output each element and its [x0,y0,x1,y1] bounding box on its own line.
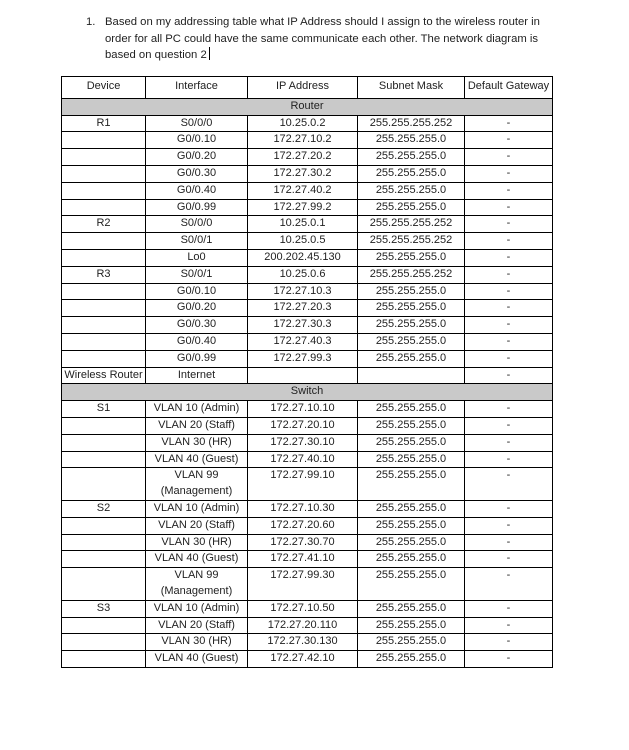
subnet-mask-cell: 255.255.255.0 [358,350,465,367]
device-cell [62,283,146,300]
default-gateway-cell: - [465,182,553,199]
default-gateway-cell: - [465,216,553,233]
header-default-gateway: Default Gateway [465,77,553,99]
interface-cell: VLAN 40 (Guest) [146,451,248,468]
default-gateway-cell: - [465,451,553,468]
interface-cell: VLAN 99 (Management) [146,468,248,501]
interface-cell: VLAN 10 (Admin) [146,600,248,617]
table-header-row [62,77,553,99]
device-cell [62,651,146,668]
router-section-header-label: Router [62,98,553,115]
default-gateway-cell: - [465,266,553,283]
device-cell [62,333,146,350]
default-gateway-cell: - [465,617,553,634]
table-row [62,333,553,350]
table-row [62,249,553,266]
subnet-mask-cell: 255.255.255.0 [358,634,465,651]
ip-address-cell: 172.27.30.70 [248,534,358,551]
table-row [62,132,553,149]
default-gateway-cell: - [465,317,553,334]
subnet-mask-cell: 255.255.255.0 [358,417,465,434]
subnet-mask-cell: 255.255.255.0 [358,165,465,182]
default-gateway-cell: - [465,401,553,418]
subnet-mask-cell: 255.255.255.0 [358,434,465,451]
default-gateway-cell: - [465,149,553,166]
device-cell [62,249,146,266]
device-cell [62,350,146,367]
interface-cell: VLAN 10 (Admin) [146,401,248,418]
default-gateway-cell: - [465,651,553,668]
default-gateway-cell: - [465,551,553,568]
table-row [62,350,553,367]
interface-cell: S0/0/0 [146,115,248,132]
ip-address-cell: 200.202.45.130 [248,249,358,266]
table-row [62,216,553,233]
table-row [62,115,553,132]
table-row [62,451,553,468]
default-gateway-cell: - [465,600,553,617]
interface-cell: G0/0.10 [146,132,248,149]
table-row [62,401,553,418]
device-cell: S3 [62,600,146,617]
default-gateway-cell: - [465,199,553,216]
default-gateway-cell: - [465,468,553,501]
default-gateway-cell: - [465,367,553,384]
interface-cell: VLAN 10 (Admin) [146,500,248,517]
ip-address-cell: 172.27.99.30 [248,568,358,601]
device-cell: Wireless Router [62,367,146,384]
table-row [62,634,553,651]
ip-address-cell: 10.25.0.2 [248,115,358,132]
interface-cell: G0/0.99 [146,199,248,216]
device-cell: R2 [62,216,146,233]
interface-cell: G0/0.30 [146,317,248,334]
subnet-mask-cell: 255.255.255.252 [358,233,465,250]
ip-address-cell: 172.27.30.3 [248,317,358,334]
default-gateway-cell: - [465,634,553,651]
device-cell [62,233,146,250]
ip-address-cell: 172.27.30.130 [248,634,358,651]
subnet-mask-cell: 255.255.255.0 [358,401,465,418]
default-gateway-cell: - [465,115,553,132]
ip-address-cell: 172.27.10.2 [248,132,358,149]
interface-cell: G0/0.20 [146,300,248,317]
ip-address-cell: 10.25.0.5 [248,233,358,250]
text-cursor [209,47,210,60]
default-gateway-cell: - [465,233,553,250]
addressing-table [61,76,553,668]
device-cell [62,317,146,334]
subnet-mask-cell: 255.255.255.0 [358,600,465,617]
device-cell [62,468,146,501]
table-row [62,283,553,300]
subnet-mask-cell: 255.255.255.0 [358,283,465,300]
table-row [62,600,553,617]
interface-cell: G0/0.30 [146,165,248,182]
ip-address-cell: 172.27.20.2 [248,149,358,166]
default-gateway-cell: - [465,283,553,300]
ip-address-cell: 10.25.0.1 [248,216,358,233]
subnet-mask-cell: 255.255.255.0 [358,149,465,166]
question-text-content: Based on my addressing table what IP Address should I assign to the wireless router in order for all PC could have the same communicate each other. The network diagram is based on question 2 [105,16,540,62]
table-row [62,233,553,250]
ip-address-cell: 172.27.40.10 [248,451,358,468]
interface-cell: Lo0 [146,249,248,266]
device-cell [62,617,146,634]
header-ip-address: IP Address [248,77,358,99]
switch-section-header [62,384,553,401]
interface-cell: VLAN 40 (Guest) [146,551,248,568]
interface-cell: VLAN 30 (HR) [146,634,248,651]
ip-address-cell: 172.27.20.110 [248,617,358,634]
ip-address-cell: 172.27.20.60 [248,517,358,534]
table-row [62,434,553,451]
interface-cell: VLAN 30 (HR) [146,434,248,451]
table-row [62,417,553,434]
table-row [62,500,553,517]
default-gateway-cell: - [465,517,553,534]
subnet-mask-cell: 255.255.255.0 [358,534,465,551]
interface-cell: VLAN 20 (Staff) [146,417,248,434]
device-cell [62,634,146,651]
device-cell [62,568,146,601]
device-cell: S1 [62,401,146,418]
subnet-mask-cell: 255.255.255.0 [358,199,465,216]
ip-address-cell: 172.27.30.10 [248,434,358,451]
interface-cell: G0/0.20 [146,149,248,166]
table-row [62,149,553,166]
device-cell [62,451,146,468]
device-cell [62,517,146,534]
device-cell [62,199,146,216]
default-gateway-cell: - [465,132,553,149]
table-row [62,468,553,501]
interface-cell: G0/0.10 [146,283,248,300]
ip-address-cell: 172.27.20.3 [248,300,358,317]
interface-cell: G0/0.99 [146,350,248,367]
router-section-header [62,98,553,115]
subnet-mask-cell: 255.255.255.0 [358,551,465,568]
ip-address-cell [248,367,358,384]
table-row [62,617,553,634]
table-row [62,266,553,283]
default-gateway-cell: - [465,534,553,551]
device-cell [62,434,146,451]
default-gateway-cell: - [465,568,553,601]
default-gateway-cell: - [465,417,553,434]
default-gateway-cell: - [465,333,553,350]
ip-address-cell: 172.27.40.3 [248,333,358,350]
subnet-mask-cell: 255.255.255.0 [358,249,465,266]
interface-cell: S0/0/0 [146,216,248,233]
subnet-mask-cell: 255.255.255.0 [358,617,465,634]
table-row [62,300,553,317]
subnet-mask-cell: 255.255.255.252 [358,266,465,283]
device-cell [62,551,146,568]
table-row [62,367,553,384]
device-cell [62,300,146,317]
ip-address-cell: 172.27.99.10 [248,468,358,501]
question-block [86,14,566,64]
device-cell [62,534,146,551]
subnet-mask-cell: 255.255.255.0 [358,568,465,601]
table-row [62,651,553,668]
default-gateway-cell: - [465,249,553,266]
device-cell: R3 [62,266,146,283]
interface-cell: S0/0/1 [146,266,248,283]
ip-address-cell: 172.27.10.30 [248,500,358,517]
subnet-mask-cell: 255.255.255.0 [358,182,465,199]
switch-section-header-label: Switch [62,384,553,401]
default-gateway-cell: - [465,165,553,182]
subnet-mask-cell: 255.255.255.252 [358,216,465,233]
device-cell [62,182,146,199]
ip-address-cell: 172.27.41.10 [248,551,358,568]
interface-cell: VLAN 40 (Guest) [146,651,248,668]
table-row [62,317,553,334]
default-gateway-cell: - [465,500,553,517]
ip-address-cell: 172.27.40.2 [248,182,358,199]
subnet-mask-cell: 255.255.255.0 [358,132,465,149]
table-row [62,517,553,534]
table-row [62,568,553,601]
interface-cell: S0/0/1 [146,233,248,250]
subnet-mask-cell: 255.255.255.0 [358,517,465,534]
subnet-mask-cell: 255.255.255.0 [358,333,465,350]
device-cell: S2 [62,500,146,517]
ip-address-cell: 10.25.0.6 [248,266,358,283]
header-subnet-mask: Subnet Mask [358,77,465,99]
ip-address-cell: 172.27.42.10 [248,651,358,668]
subnet-mask-cell: 255.255.255.0 [358,300,465,317]
default-gateway-cell: - [465,300,553,317]
default-gateway-cell: - [465,434,553,451]
interface-cell: VLAN 20 (Staff) [146,517,248,534]
subnet-mask-cell [358,367,465,384]
ip-address-cell: 172.27.99.3 [248,350,358,367]
table-row [62,182,553,199]
ip-address-cell: 172.27.10.3 [248,283,358,300]
device-cell [62,417,146,434]
device-cell [62,165,146,182]
interface-cell: VLAN 30 (HR) [146,534,248,551]
ip-address-cell: 172.27.10.10 [248,401,358,418]
ip-address-cell: 172.27.20.10 [248,417,358,434]
subnet-mask-cell: 255.255.255.0 [358,317,465,334]
table-row [62,534,553,551]
subnet-mask-cell: 255.255.255.0 [358,651,465,668]
interface-cell: VLAN 20 (Staff) [146,617,248,634]
default-gateway-cell: - [465,350,553,367]
device-cell [62,132,146,149]
subnet-mask-cell: 255.255.255.0 [358,451,465,468]
header-device: Device [62,77,146,99]
interface-cell: G0/0.40 [146,333,248,350]
subnet-mask-cell: 255.255.255.0 [358,468,465,501]
question-number: 1. [86,16,96,28]
ip-address-cell: 172.27.99.2 [248,199,358,216]
header-interface: Interface [146,77,248,99]
table-row [62,165,553,182]
interface-cell: G0/0.40 [146,182,248,199]
interface-cell: VLAN 99 (Management) [146,568,248,601]
subnet-mask-cell: 255.255.255.0 [358,500,465,517]
device-cell [62,149,146,166]
ip-address-cell: 172.27.30.2 [248,165,358,182]
ip-address-cell: 172.27.10.50 [248,600,358,617]
interface-cell: Internet [146,367,248,384]
subnet-mask-cell: 255.255.255.252 [358,115,465,132]
device-cell: R1 [62,115,146,132]
table-row [62,199,553,216]
table-row [62,551,553,568]
question-text[interactable] [105,14,566,64]
